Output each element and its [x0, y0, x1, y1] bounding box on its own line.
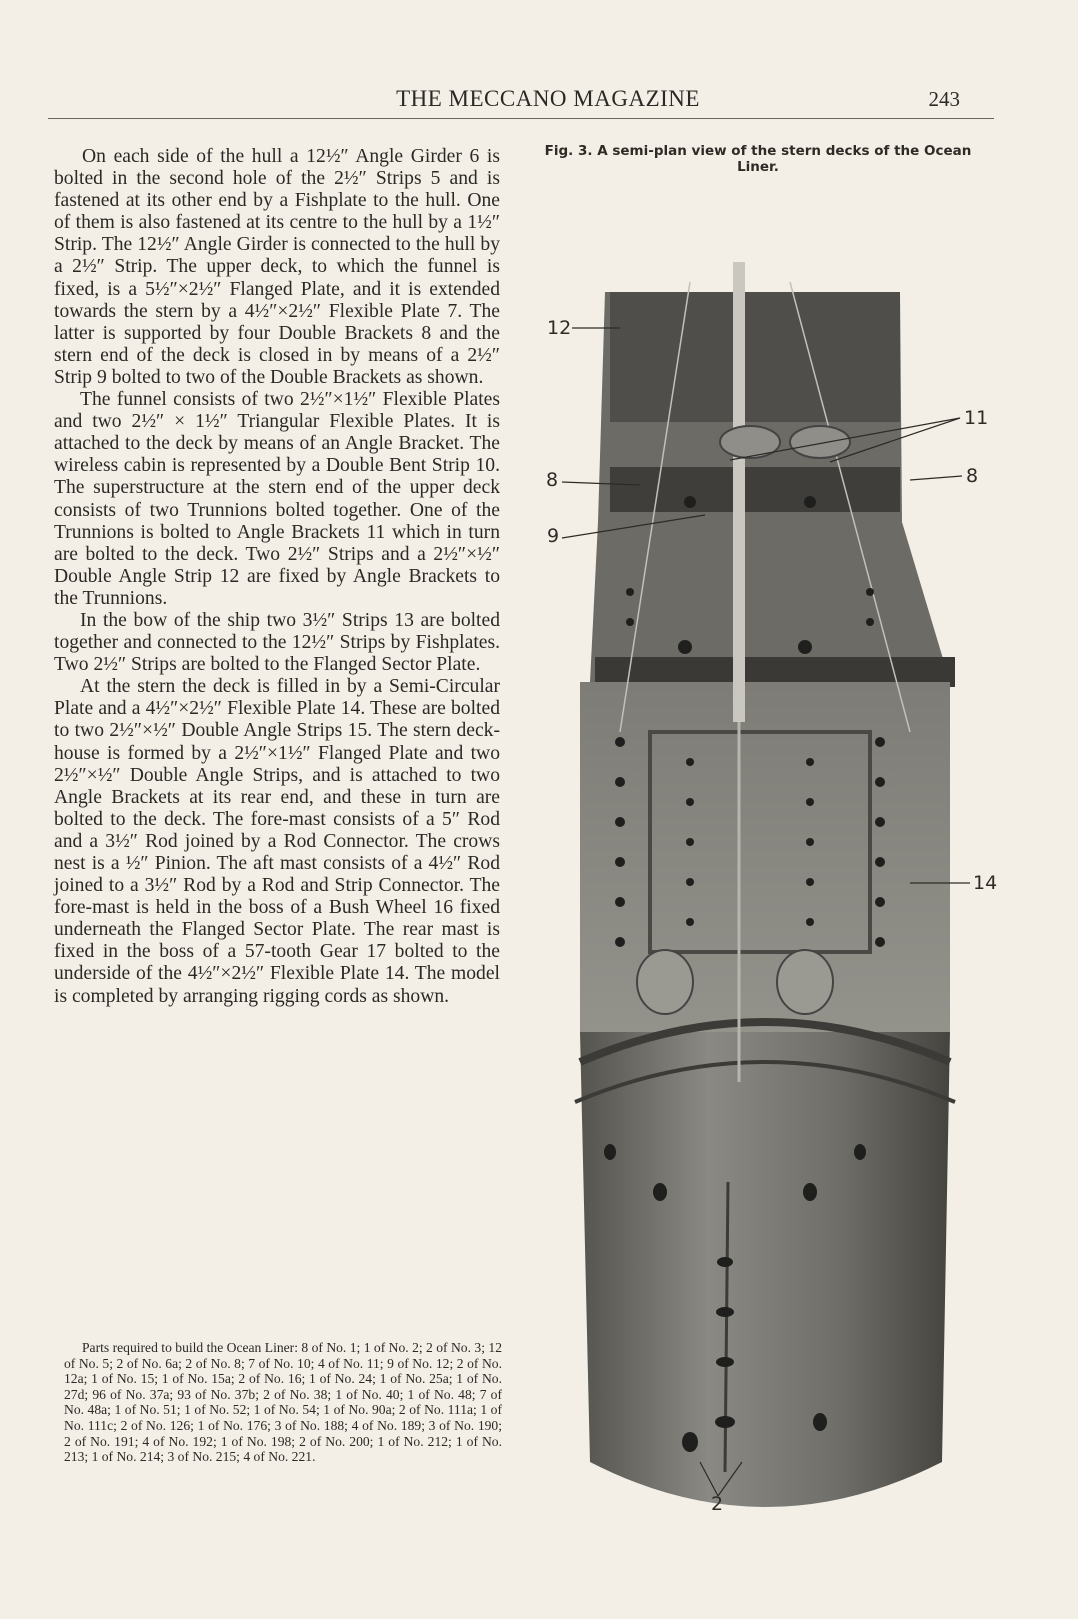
article-paragraph-4: At the stern the deck is filled in by a Semi-Circular Plate and a 4½″×2½″ Flexible Plate 14. These are bolted to two 2½″×½″ Double Angle Strips 15. The stern deck-house is formed by a 2½″×1½″ Flanged Plate and two 2½″×½″ Double Angle Strips, and is attached to two Angle Brackets at its rear end, and these in turn are bolted to the deck. The fore-mast consists of a 5″ Rod and a 3½″ Rod joined by a Rod Connector. The crows nest is a ½″ Pinion. The aft mast consists of a 4½″ Rod joined to a 3½″ Rod by a Rod and Strip Connector. The fore-mast is held in the boss of a Bush Wheel 16 fixed underneath the Flanged Sector Plate. The rear mast is fixed in the boss of a 57-tooth Gear 17 bolted to the underside of the 4½″×2½″ Flexible Plate 14. The model is completed by arranging rigging cords as shown.: [54, 676, 500, 1007]
callout-8-left: 8: [546, 469, 559, 491]
page-number: 243: [928, 87, 960, 111]
ocean-liner-stern-photo: [550, 262, 990, 1562]
magazine-title: THE MECCANO MAGAZINE: [396, 86, 700, 111]
callout-8-right: 8: [966, 465, 979, 487]
article-paragraph-3: In the bow of the ship two 3½″ Strips 13 are bolted together and connected to the 12½″ Strips by Fishplates. Two 2½″ Strips are bolted to the Flanged Sector Plate.: [54, 609, 500, 676]
parts-list: Parts required to build the Ocean Liner: 8 of No. 1; 1 of No. 2; 2 of No. 3; 12 of No. 5; 2 of No. 6a; 2 of No. 8; 7 of No. 10; 4 of No. 11; 9 of No. 12; 2 of No. 12a; 1 of No. 15; 1 of No. 15a; 2 of No. 16; 1 of No. 24; 1 of No. 25a; 1 of No. 27d; 96 of No. 37a; 93 of No. 37b; 2 of No. 38; 1 of No. 40; 1 of No. 48; 7 of No. 48a; 1 of No. 51; 1 of No. 52; 1 of No. 54; 1 of No. 90a; 2 of No. 111a; 1 of No. 111c; 2 of No. 126; 1 of No. 176; 3 of No. 188; 4 of No. 189; 3 of No. 190; 2 of No. 191; 4 of No. 192; 1 of No. 198; 2 of No. 200; 1 of No. 212; 1 of No. 213; 1 of No. 214; 3 of No. 215; 4 of No. 221.: [64, 1340, 502, 1465]
page-header: [48, 84, 994, 119]
callout-11: 11: [964, 407, 989, 429]
callout-9: 9: [547, 525, 560, 547]
article-paragraph-1: On each side of the hull a 12½″ Angle Girder 6 is bolted in the second hole of the 2½″ Strips 5 and is fastened at its other end by a Fishplate to the hull. One of them is also fastened at its centre to the hull by a 1½″ Strip. The 12½″ Angle Girder is connected to the hull by a 2½″ Strip. The upper deck, to which the funnel is fixed, is a 5½″×2½″ Flanged Plate, and it is extended towards the stern by a 4½″×2½″ Flexible Plate 7. The latter is supported by four Double Brackets 8 and the stern end of the deck is closed in by means of a 2½″ Strip 9 bolted to two of the Double Brackets as shown.: [54, 146, 500, 388]
article-paragraph-2: The funnel consists of two 2½″×1½″ Flexible Plates and two 2½″ × 1½″ Triangular Flexible Plates. It is attached to the deck by means of an Angle Bracket. The wireless cabin is represented by a Double Bent Strip 10. The superstructure at the stern end of the upper deck consists of two Trunnions bolted together. One of the Trunnions is bolted to Angle Brackets 11 which in turn are bolted to the deck. Two 2½″ Strips and a 2½″×½″ Double Angle Strip 12 are fixed by Angle Brackets to the Trunnions.: [54, 389, 500, 609]
callout-14: 14: [973, 872, 998, 894]
callout-2: 2: [711, 1493, 724, 1515]
article-body: [54, 146, 500, 1008]
figure-caption: Fig. 3. A semi-plan view of the stern decks of the Ocean Liner.: [544, 143, 972, 175]
callout-12: 12: [547, 317, 572, 339]
